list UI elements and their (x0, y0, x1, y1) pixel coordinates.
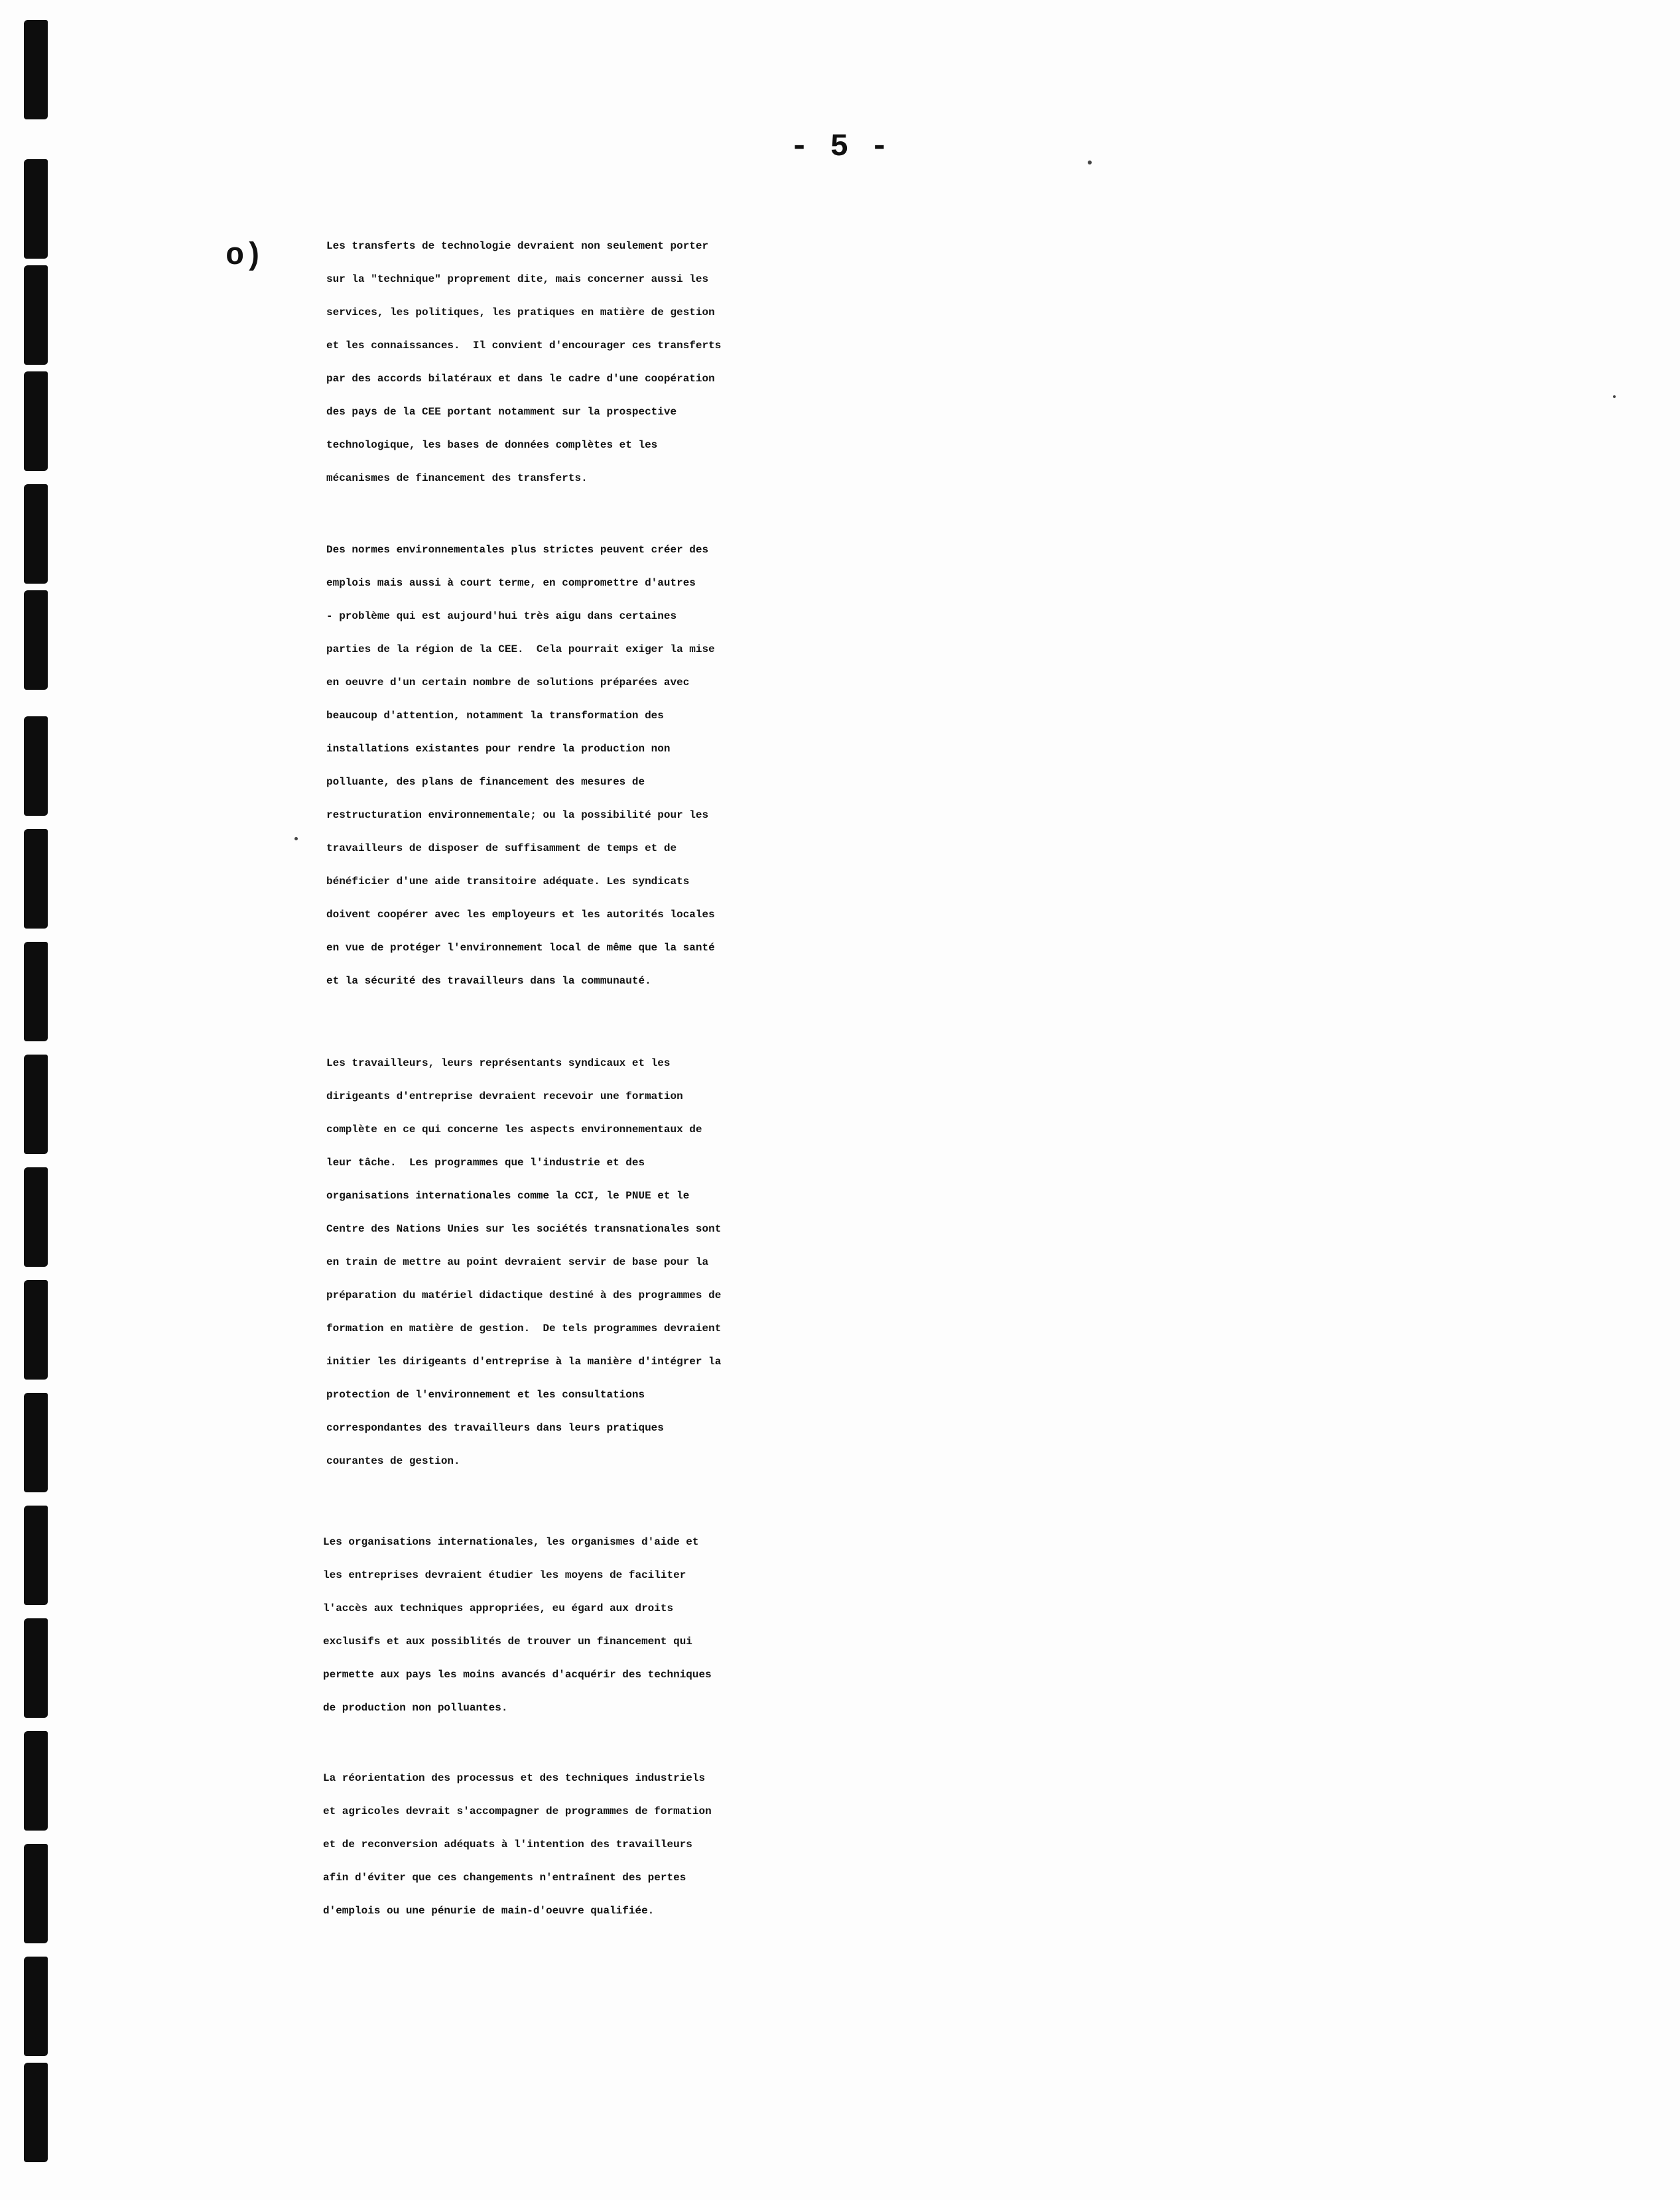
text-line: installations existantes pour rendre la production non (326, 743, 671, 755)
text-line: correspondantes des travailleurs dans leurs pratiques (326, 1422, 664, 1434)
text-line: et agricoles devrait s'accompagner de programmes de formation (323, 1805, 712, 1817)
paragraph (326, 240, 1673, 505)
text-line: parties de la région de la CEE. Cela pourrait exiger la mise (326, 643, 715, 655)
text-line: restructuration environnementale; ou la possibilité pour les (326, 809, 709, 821)
text-line: - problème qui est aujourd'hui très aigu dans certaines (326, 610, 677, 622)
text-line: en vue de protéger l'environnement local de même que la santé (326, 942, 715, 954)
text-line: mécanismes de financement des transferts. (326, 472, 588, 484)
binding-mark (24, 1506, 48, 1605)
text-line: et de reconversion adéquats à l'intention des travailleurs (323, 1839, 692, 1850)
binding-mark (24, 371, 48, 471)
binding-marks (24, 0, 50, 2200)
text-line: Des normes environnementales plus strictes peuvent créer des (326, 544, 709, 556)
text-line: services, les politiques, les pratiques en matière de gestion (326, 306, 715, 318)
text-line: l'accès aux techniques appropriées, eu égard aux droits (323, 1602, 674, 1614)
binding-mark (24, 2063, 48, 2162)
binding-mark (24, 1618, 48, 1718)
text-line: technologique, les bases de données complètes et les (326, 439, 658, 451)
text-line: par des accords bilatéraux et dans le cadre d'une coopération (326, 373, 715, 385)
text-line: protection de l'environnement et les consultations (326, 1389, 645, 1401)
text-line: Centre des Nations Unies sur les sociétés transnationales sont (326, 1223, 722, 1235)
text-line: beaucoup d'attention, notamment la transformation des (326, 710, 664, 722)
text-line: dirigeants d'entreprise devraient recevoir une formation (326, 1090, 683, 1102)
text-line: initier les dirigeants d'entreprise à la manière d'intégrer la (326, 1356, 722, 1368)
text-line: courantes de gestion. (326, 1455, 460, 1467)
binding-mark (24, 1731, 48, 1831)
paragraph (326, 1057, 1673, 1488)
binding-mark (24, 265, 48, 365)
text-line: Les travailleurs, leurs représentants syndicaux et les (326, 1057, 671, 1069)
text-line: leur tâche. Les programmes que l'industrie et des (326, 1157, 645, 1169)
text-line: Les transferts de technologie devraient non seulement porter (326, 240, 709, 252)
text-line: La réorientation des processus et des techniques industriels (323, 1772, 706, 1784)
text-line: complète en ce qui concerne les aspects environnementaux de (326, 1124, 702, 1135)
item-marker: o) (226, 239, 263, 274)
text-line: et les connaissances. Il convient d'encourager ces transferts (326, 340, 722, 352)
text-line: des pays de la CEE portant notamment sur la prospective (326, 406, 677, 418)
text-line: préparation du matériel didactique destiné à des programmes de (326, 1289, 722, 1301)
text-line: exclusifs et aux possiblités de trouver un financement qui (323, 1636, 692, 1648)
binding-mark (24, 1844, 48, 1943)
paragraph (326, 544, 1673, 1008)
text-line: polluante, des plans de financement des mesures de (326, 776, 645, 788)
binding-mark (24, 159, 48, 259)
text-line: afin d'éviter que ces changements n'entraînent des pertes (323, 1872, 686, 1884)
binding-mark (24, 1957, 48, 2056)
text-line: Les organisations internationales, les organismes d'aide et (323, 1536, 699, 1548)
text-line: emplois mais aussi à court terme, en compromettre d'autres (326, 577, 696, 589)
text-line: permette aux pays les moins avancés d'acquérir des techniques (323, 1669, 712, 1681)
text-line: doivent coopérer avec les employeurs et les autorités locales (326, 909, 715, 921)
page-number: - 5 - (789, 130, 891, 165)
binding-mark (24, 1280, 48, 1380)
text-line: sur la "technique" proprement dite, mais concerner aussi les (326, 273, 709, 285)
binding-mark (24, 484, 48, 584)
text-line: de production non polluantes. (323, 1702, 508, 1714)
binding-mark (24, 1393, 48, 1492)
binding-mark (24, 590, 48, 690)
text-line: les entreprises devraient étudier les moyens de faciliter (323, 1569, 686, 1581)
text-line: travailleurs de disposer de suffisamment de temps et de (326, 842, 677, 854)
binding-mark (24, 20, 48, 119)
binding-mark (24, 1167, 48, 1267)
text-line: en train de mettre au point devraient servir de base pour la (326, 1256, 709, 1268)
text-line: formation en matière de gestion. De tels programmes devraient (326, 1323, 722, 1334)
paragraph (323, 1536, 1669, 1735)
text-line: organisations internationales comme la CCI, le PNUE et le (326, 1190, 690, 1202)
paragraph (323, 1772, 1669, 1938)
scan-speck (294, 837, 298, 840)
text-line: bénéficier d'une aide transitoire adéquate. Les syndicats (326, 875, 690, 887)
binding-mark (24, 1055, 48, 1154)
binding-mark (24, 716, 48, 816)
binding-mark (24, 829, 48, 929)
binding-mark (24, 942, 48, 1041)
text-line: d'emplois ou une pénurie de main-d'oeuvre qualifiée. (323, 1905, 655, 1917)
text-line: en oeuvre d'un certain nombre de solutions préparées avec (326, 677, 690, 688)
text-line: et la sécurité des travailleurs dans la communauté. (326, 975, 651, 987)
